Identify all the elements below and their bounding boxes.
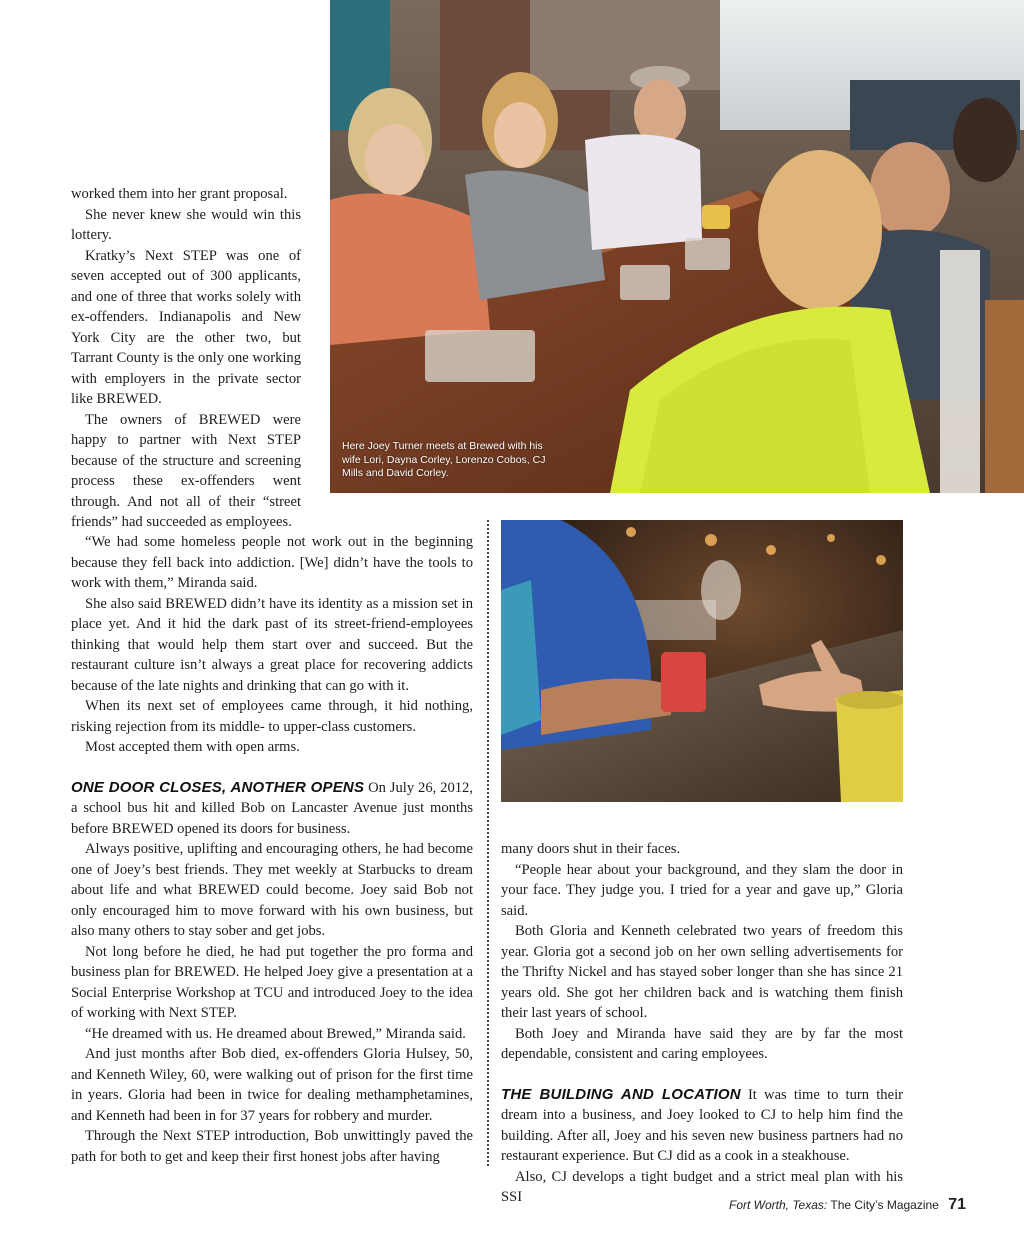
footer-magazine: The City’s Magazine: [830, 1198, 939, 1212]
section-lead-text: On July 26, 2012, a school bus hit and killed Bob on Lancaster Avenue just months before BREWED opened its doors for business.: [71, 779, 473, 837]
section-lead-paragraph: [71, 778, 473, 840]
paragraph: When its next set of employees came through, it hid nothing, risking rejection from its middle- to upper-class customers.: [71, 698, 473, 735]
page-footer: [729, 1196, 966, 1214]
section-lead-paragraph: [501, 1085, 903, 1167]
paragraph: She also said BREWED didn’t have its identity as a mission set in place yet. And it hid the dark past of its street-friend-employees thinking that would help them start over and succeed. But the restaurant culture isn’t always a great place for recovering addicts because of the late nights and drinking that can go with it.: [71, 595, 473, 694]
paragraph: The owners of BREWED were happy to partner with Next STEP because of the structure and screening process these ex-offenders went through. And not all of their “street friends” had succeeded as employees.: [71, 411, 301, 530]
paragraph: “People hear about your background, and they slam the door in your face. They judge you. I tried for a year and gave up,” Gloria said.: [501, 861, 903, 919]
section-heading: ONE DOOR CLOSES, ANOTHER OPENS: [71, 778, 365, 796]
paragraph: Not long before he died, he had put together the pro forma and business plan for BREWED. He helped Joey give a presentation at a Social Enterprise Workshop at TCU and introduced Joey to the idea of working with Next STEP.: [71, 943, 473, 1021]
photo-group-meeting: [330, 0, 1024, 493]
paragraph: Both Joey and Miranda have said they are by far the most dependable, consistent and caring employees.: [501, 1025, 903, 1062]
paragraph: And just months after Bob died, ex-offenders Gloria Hulsey, 50, and Kenneth Wiley, 60, were walking out of prison for the first time in years. Gloria had been in twice for dealing methamphetamines, and Kenneth had been in for 37 years for robbery and murder.: [71, 1046, 473, 1124]
section-heading: THE BUILDING AND LOCATION: [501, 1085, 741, 1103]
paragraph: Always positive, uplifting and encouraging others, he had become one of Joey’s best friends. They met weekly at Starbucks to dream about life and what BREWED could become. Joey said Bob not only encouraged him to move forward with his own business, but also many others to stay sober and get jobs.: [71, 841, 473, 939]
paragraph: She never knew she would win this lottery.: [71, 206, 301, 243]
paragraph: Most accepted them with open arms.: [85, 739, 300, 755]
paragraph: Kratky’s Next STEP was one of seven accepted out of 300 applicants, and one of three that works solely with ex-offenders. Indianapolis and New York City are the other two, but Tarrant County is the only one working with employers in the private sector like BREWED.: [71, 247, 302, 407]
page-number: 71: [948, 1196, 966, 1213]
column-divider: [487, 520, 489, 1166]
article-column-left-top: [71, 184, 301, 533]
photo-coffee-table-illustration: [501, 520, 903, 802]
photo-coffee-table: [501, 520, 903, 802]
article-column-right: [501, 839, 903, 1208]
article-column-left: [71, 532, 473, 1167]
photo-group-meeting-illustration: [330, 0, 1024, 493]
paragraph: “We had some homeless people not work out in the beginning because they fell back into addiction. [We] didn’t have the tools to work with them,” Miranda said.: [71, 534, 473, 591]
paragraph: worked them into her grant proposal.: [71, 186, 288, 202]
paragraph: Through the Next STEP introduction, Bob unwittingly paved the path for both to get and keep their first honest jobs after having: [71, 1128, 473, 1165]
section-lead-text: It was time to turn their dream into a business, and Joey looked to CJ to help him find the building. After all, Joey and his seven new business partners had no restaurant experience. But CJ did as a cook in a steakhouse.: [501, 1086, 903, 1164]
photo-caption: Here Joey Turner meets at Brewed with his wife Lori, Dayna Corley, Lorenzo Cobos, CJ Mills and David Corley.: [342, 440, 546, 479]
paragraph: Both Gloria and Kenneth celebrated two years of freedom this year. Gloria got a second job on her own selling advertisements for the Thrifty Nickel and has stayed sober longer than she has since 21 years old. She got her children back and is watching them finish their last years of school.: [501, 923, 903, 1021]
paragraph: Also, CJ develops a tight budget and a strict meal plan with his SSI: [501, 1168, 903, 1205]
paragraph: many doors shut in their faces.: [501, 841, 681, 857]
paragraph: “He dreamed with us. He dreamed about Brewed,” Miranda said.: [85, 1025, 466, 1042]
footer-city: Fort Worth, Texas:: [728, 1198, 828, 1212]
